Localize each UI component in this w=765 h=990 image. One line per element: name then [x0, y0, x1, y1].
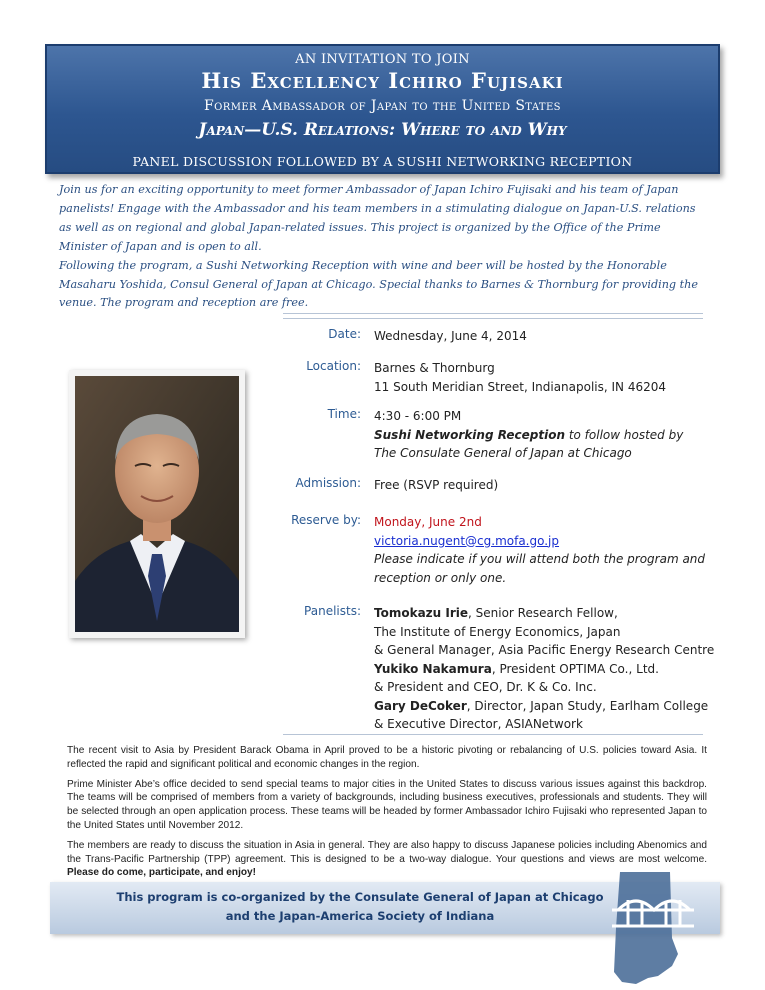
panelist-1-org: The Institute of Energy Economics, Japan — [374, 624, 621, 639]
divider-bottom — [283, 734, 703, 735]
panelists-label: Panelists: — [304, 604, 361, 618]
time-value: 4:30 - 6:00 PM — [374, 409, 462, 423]
event-format: PANEL DISCUSSION FOLLOWED BY A SUSHI NETWORKING RECEPTION — [132, 154, 633, 169]
ambassador-portrait-icon — [75, 376, 239, 632]
intro-paragraph-2: Following the program, a Sushi Networking Reception with wine and beer will be hosted by the Honorable Masaharu Yoshida, Consul General of Japan at Chicago. Special thanks to Barnes & Thornburg for providing the venue. The program and reception are free. — [59, 258, 698, 310]
panelist-2-name: Yukiko Nakamura — [374, 661, 492, 676]
footer-line-1: This program is co-organized by the Consulate General of Japan at Chicago — [116, 890, 604, 904]
panelist-1-name: Tomokazu Irie — [374, 606, 469, 620]
ambassador-photo — [69, 370, 245, 638]
panelist-3-name: Gary DeCoker — [374, 698, 467, 713]
reserve-date: Monday, June 2nd — [374, 515, 482, 529]
venue-name: Barnes & Thornburg — [374, 361, 495, 375]
date-label: Date: — [328, 327, 361, 341]
indiana-state-bridge-logo-icon — [608, 868, 698, 986]
footer-line-2: and the Japan-America Society of Indiana — [225, 909, 495, 923]
body-paragraph-1: The recent visit to Asia by President Barack Obama in April proved to be a historic pivoting or rebalancing of U.S. policies toward Asia. It reflected the rapid and significant political and economic changes in the region. — [67, 745, 707, 770]
divider-top-2 — [283, 318, 703, 319]
event-topic: Japan—U.S. Relations: Where to and Why — [198, 120, 567, 140]
reception-host: The Consulate General of Japan at Chicago — [374, 446, 632, 460]
time-label: Time: — [327, 407, 361, 421]
panelist-2-title: , President OPTIMA Co., Ltd. — [491, 661, 659, 676]
intro-text — [59, 181, 705, 313]
reserve-note-2: reception or only one. — [374, 570, 507, 585]
admission-label: Admission: — [295, 476, 361, 490]
panelist-1-title: , Senior Research Fellow, — [468, 606, 618, 620]
venue-address: 11 South Meridian Street, Indianapolis, IN 46204 — [374, 379, 667, 394]
reserve-label: Reserve by: — [291, 513, 361, 527]
panelist-2-role2: & President and CEO, Dr. K & Co. Inc. — [374, 680, 597, 694]
invitation-line: AN INVITATION TO JOIN — [295, 52, 470, 67]
background-text — [67, 744, 707, 886]
location-label: Location: — [306, 359, 361, 373]
body-paragraph-2: Prime Minister Abe’s office decided to send special teams to major cities in the United States to discuss various issues against this backdrop. The teams will be comprised of members from a variety of backgrounds, including business executives, professionals and students. They will be selected through an open application process. These teams will be headed by former Ambassador Ichiro Fujisaki who represented Japan to the United States until November 2012. — [67, 778, 707, 831]
admission-value: Free (RSVP required) — [374, 478, 499, 492]
reserve-note-1: Please indicate if you will attend both the program and — [374, 552, 706, 566]
guest-role: Former Ambassador of Japan to the United States — [204, 98, 561, 114]
reception-name: Sushi Networking Reception — [374, 427, 565, 442]
divider-top — [283, 313, 703, 314]
body-paragraph-3-text: The members are ready to discuss the situation in Asia in general. They are also happy to discuss Japanese policies including Abenomics and the Trans-Pacific Partnership (TPP) agreement. This is designed to be a two-way dialogue. Your questions and views are most welcome. — [67, 839, 707, 865]
title-banner — [45, 44, 720, 174]
guest-name: His Excellency Ichiro Fujisaki — [201, 68, 564, 93]
closing-call: Please do come, participate, and enjoy! — [67, 867, 257, 879]
reception-note: to follow hosted by — [565, 427, 684, 442]
panelist-1-role2: & General Manager, Asia Pacific Energy Research Centre — [374, 643, 715, 657]
date-value: Wednesday, June 4, 2014 — [374, 329, 527, 343]
panelist-3-role2: & Executive Director, ASIANetwork — [374, 717, 583, 731]
rsvp-email-link[interactable]: victoria.nugent@cg.mofa.go.jp — [374, 533, 560, 548]
panelist-3-title: , Director, Japan Study, Earlham College — [466, 698, 709, 713]
intro-paragraph-1: Join us for an exciting opportunity to meet former Ambassador of Japan Ichiro Fujisaki and his team of Japan panelists! Engage with the Ambassador and his team members in a stimulating dialogue on Japan-U.S. relations as well as on regional and global Japan-related issues. This project is organized by the Office of the Prime Minister of Japan and is open to all. — [59, 183, 696, 253]
